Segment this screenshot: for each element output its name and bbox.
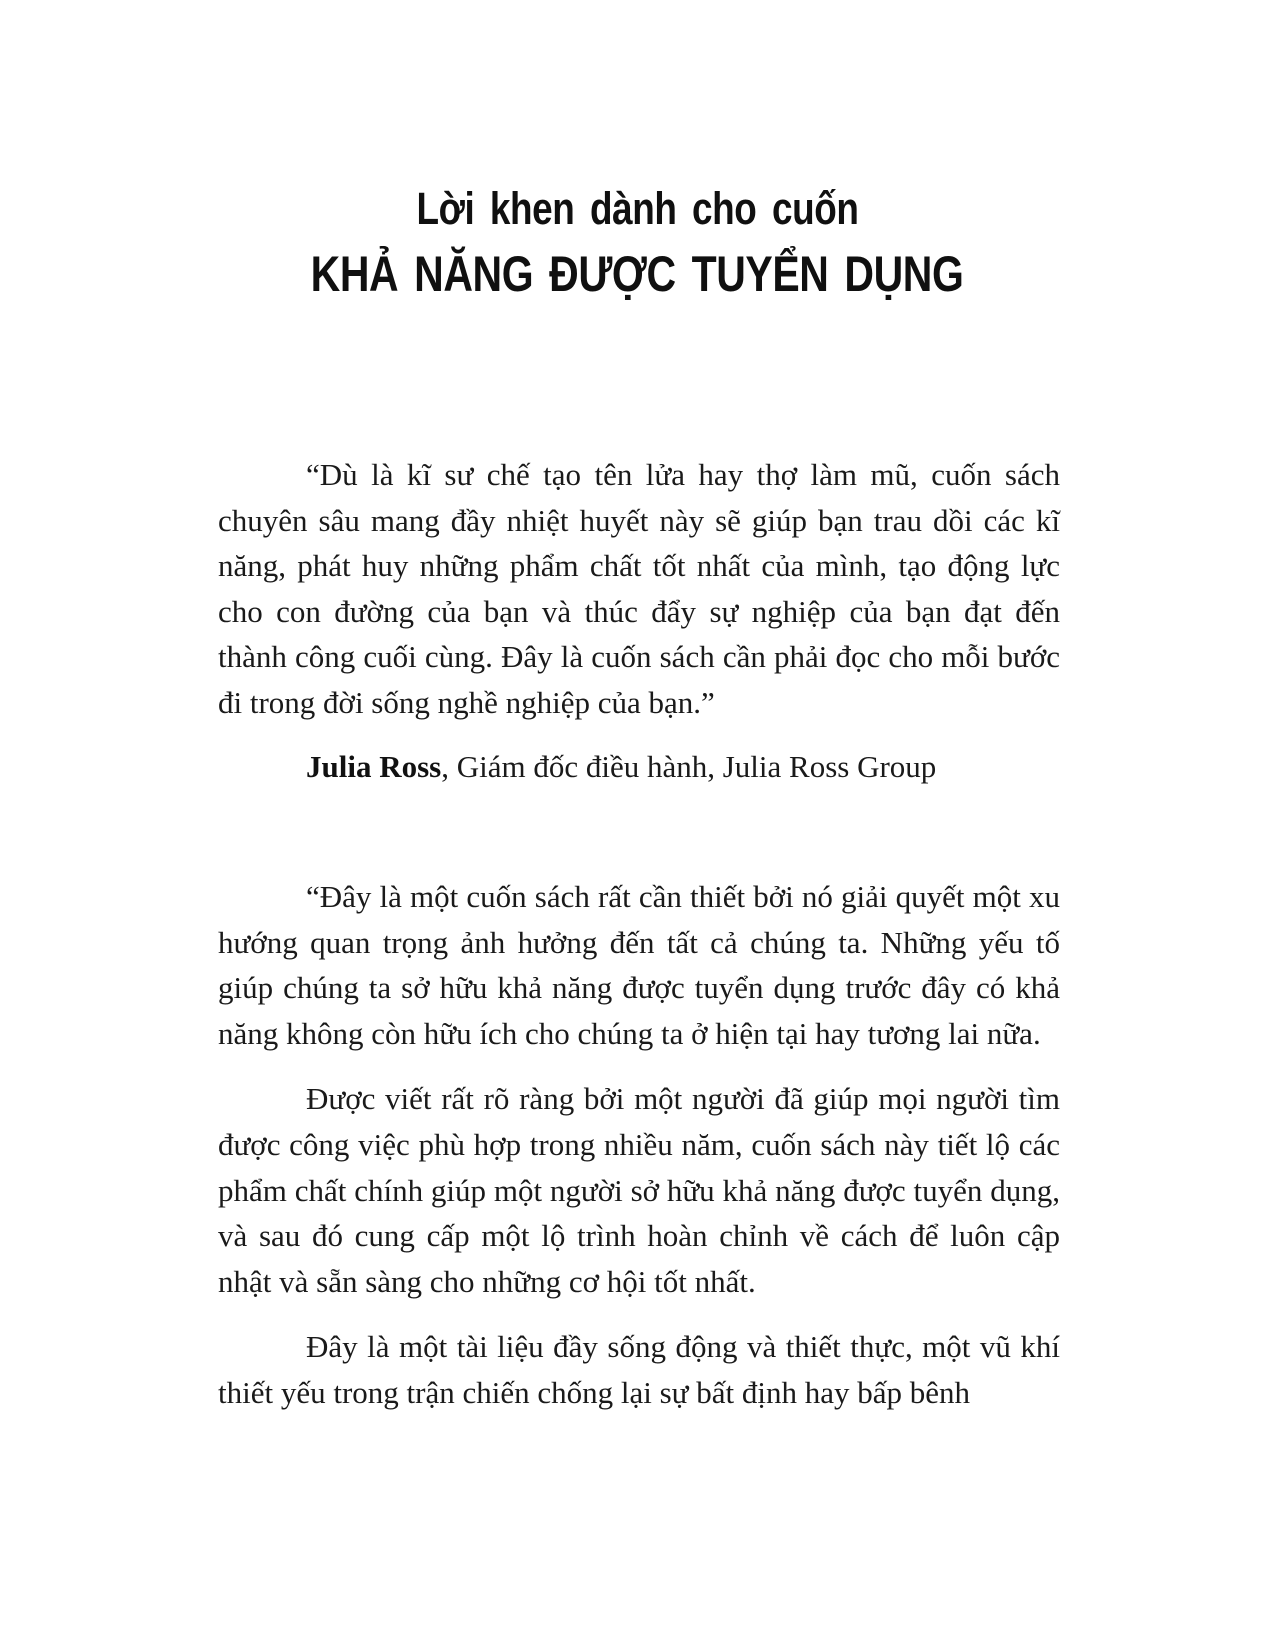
endorsement-1-attribution	[218, 744, 1060, 789]
book-title-heading	[0, 244, 1275, 304]
book-title-text: KHẢ NĂNG ĐƯỢC TUYỂN DỤNG	[311, 246, 964, 302]
endorsement-1-quote: “Dù là kĩ sư chế tạo tên lửa hay thợ làm mũ, cuốn sách chuyên sâu mang đầy nhiệt huyết này sẽ giúp bạn trau dồi các kĩ năng, phát huy những phẩm chất tốt nhất của mình, tạo động lực cho con đường của bạn và thúc đẩy sự nghiệp của bạn đạt đến thành công cuối cùng. Đây là cuốn sách cần phải đọc cho mỗi bước đi trong đời sống nghề nghiệp của bạn.”	[218, 457, 1060, 720]
attribution-role: , Giám đốc điều hành, Julia Ross Group	[441, 749, 937, 784]
endorsement-2-paragraph-3: Đây là một tài liệu đầy sống động và thiết thực, một vũ khí thiết yếu trong trận chiến chống lại sự bất định hay bấp bênh	[218, 1329, 1060, 1410]
endorsement-2	[218, 874, 1060, 1416]
attribution-name: Julia Ross	[306, 749, 442, 784]
endorsement-1	[218, 452, 1060, 726]
praise-heading-line1	[0, 182, 1275, 236]
endorsement-2-paragraph-1: “Đây là một cuốn sách rất cần thiết bởi nó giải quyết một xu hướng quan trọng ảnh hưởng đến tất cả chúng ta. Những yếu tố giúp chúng ta sở hữu khả năng được tuyển dụng trước đây có khả năng không còn hữu ích cho chúng ta ở hiện tại hay tương lai nữa.	[218, 879, 1060, 1051]
praise-heading-line1-text: Lời khen dành cho cuốn	[416, 183, 859, 234]
endorsement-2-paragraph-2: Được viết rất rõ ràng bởi một người đã giúp mọi người tìm được công việc phù hợp trong nhiều năm, cuốn sách này tiết lộ các phẩm chất chính giúp một người sở hữu khả năng được tuyển dụng, và sau đó cung cấp một lộ trình hoàn chỉnh về cách để luôn cập nhật và sẵn sàng cho những cơ hội tốt nhất.	[218, 1081, 1060, 1299]
praise-heading	[0, 182, 1275, 304]
